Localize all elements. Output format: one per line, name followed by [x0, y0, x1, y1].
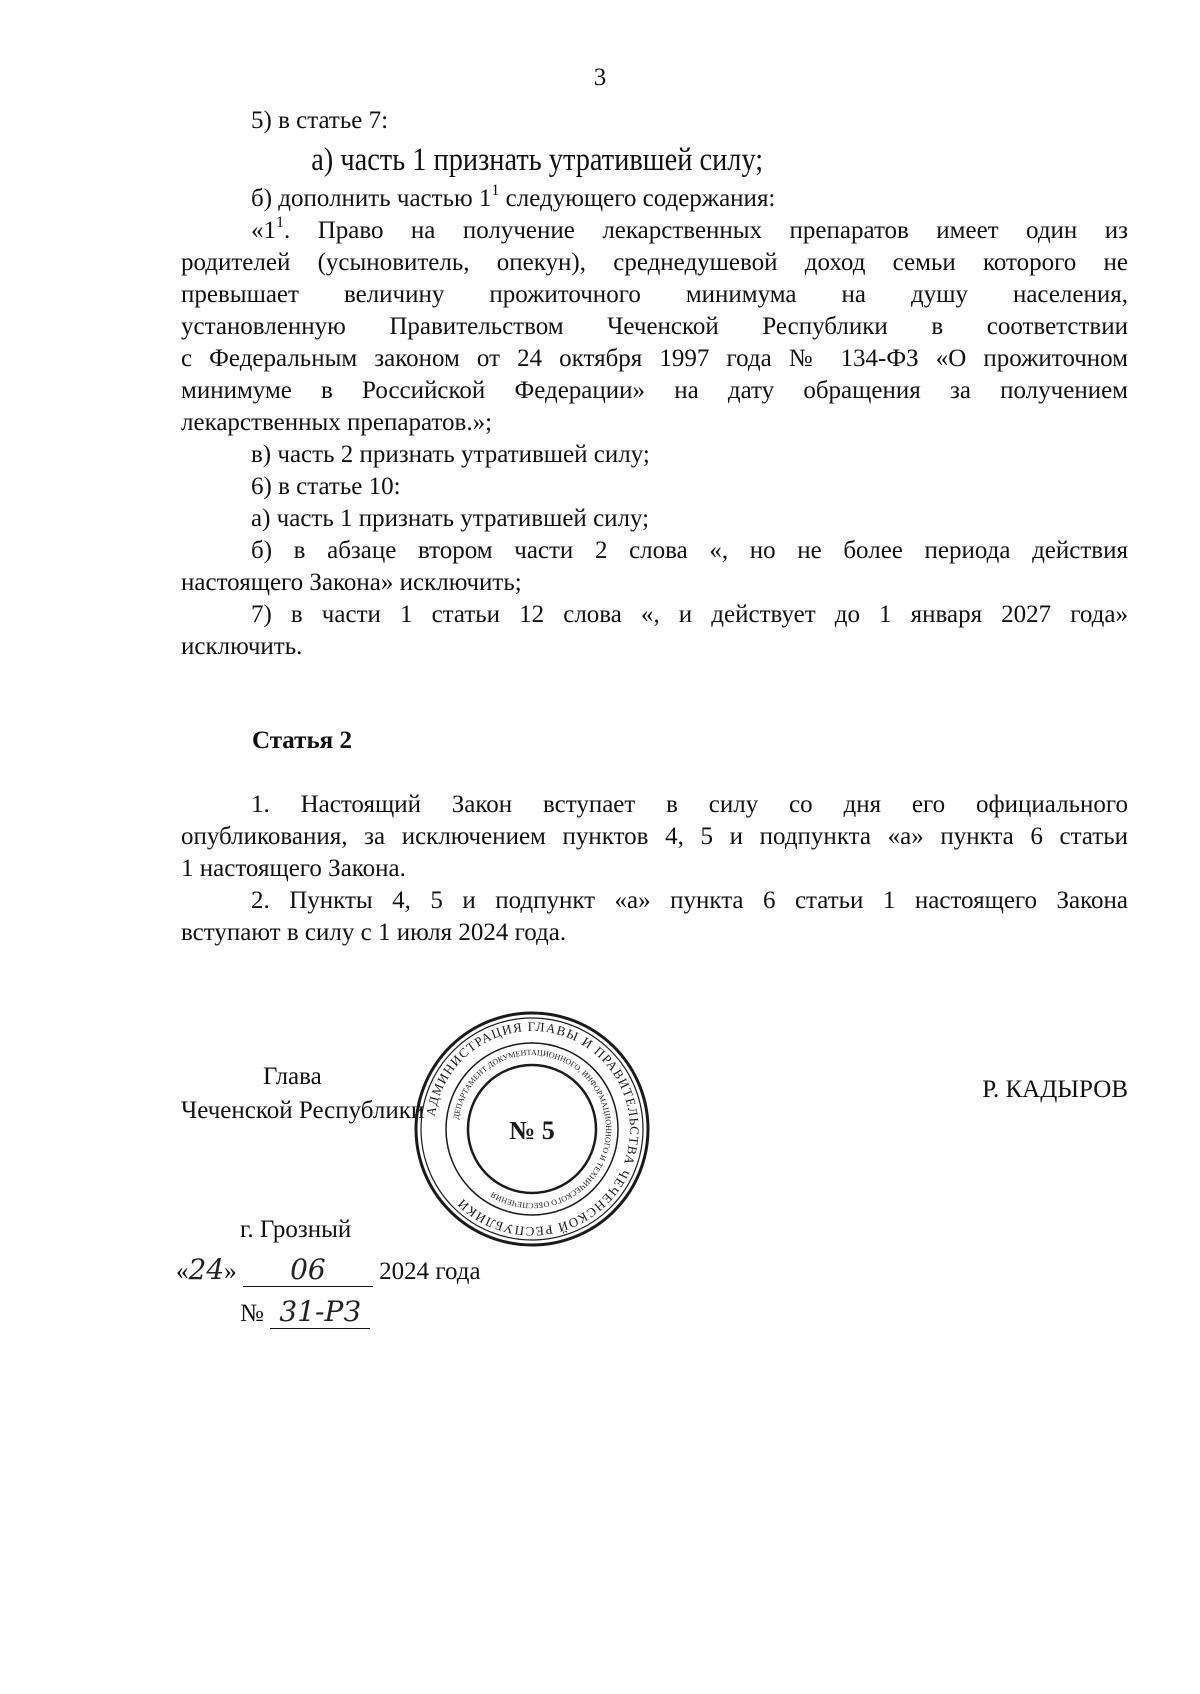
item5-b-sup: 1	[491, 181, 500, 199]
date-open-quote: «	[176, 1258, 189, 1285]
item7-line-2: исключить.	[181, 633, 303, 660]
article2-p2-line-2: вступают в силу с 1 июля 2024 года.	[181, 919, 567, 946]
signatory-title-line-2: Чеченской Республики	[181, 1097, 425, 1124]
seal-outer-text: АДМИНИСТРАЦИЯ ГЛАВЫ И ПРАВИТЕЛЬСТВА ЧЕЧЕНСКОЙ РЕСПУБЛИКИ	[422, 1018, 643, 1240]
article2-heading: Статья 2	[252, 727, 352, 754]
item5-b-pre: б) дополнить частью 1	[251, 185, 492, 212]
date-year: 2024 года	[379, 1258, 481, 1285]
article2-p2-line-1: 2. Пункты 4, 5 и подпункт «а» пункта 6 статьи 1 настоящего Закона	[251, 887, 1128, 914]
quote-line-2: родителей (усыновитель, опекун), среднедушевой доход семьи которого не	[181, 249, 1128, 276]
item6-b-line-2: настоящего Закона» исключить;	[181, 569, 522, 596]
law-number: 31-РЗ	[270, 1295, 370, 1329]
signatory-title	[181, 1060, 424, 1128]
article2-p1-line-1: 1. Настоящий Закон вступает в силу со дня его официального	[251, 791, 1128, 818]
item5-intro: 5) в статье 7:	[251, 107, 389, 134]
item5-b-post: следующего содержания:	[499, 185, 776, 212]
signatory-name: Р. КАДЫРОВ	[982, 1076, 1128, 1103]
quote-line-1-text: . Право на получение лекарственных препаратов имеет один из	[284, 217, 1128, 244]
seal-number: № 5	[509, 1116, 555, 1145]
item6-b-line-1: б) в абзаце втором части 2 слова «, но не более периода действия	[251, 537, 1128, 564]
quote-line-1	[181, 215, 1128, 247]
item5-a	[181, 137, 1128, 183]
item6-a: а) часть 1 признать утратившей силу;	[251, 505, 650, 532]
article2-p1-line-3: 1 настоящего Закона.	[181, 855, 406, 882]
date-line	[176, 1253, 481, 1287]
quote-line-7: лекарственных препаратов.»;	[181, 409, 493, 436]
date-close-quote: »	[224, 1258, 243, 1285]
quote-open: «1	[251, 217, 276, 244]
city: г. Грозный	[240, 1216, 352, 1243]
page-number: 3	[593, 64, 607, 91]
item5-v: в) часть 2 признать утратившей силу;	[251, 441, 650, 468]
quote-line-6: минимуме в Российской Федерации» на дату обращения за получением	[181, 377, 1128, 404]
item5-b	[181, 183, 1128, 215]
quote-sup: 1	[276, 213, 284, 231]
quote-line-5: с Федеральным законом от 24 октября 1997 года № 134-ФЗ «О прожиточном	[181, 345, 1128, 372]
item7-line-1: 7) в части 1 статьи 12 слова «, и действует до 1 января 2027 года»	[251, 601, 1128, 628]
quote-line-3: превышает величину прожиточного минимума на душу населения,	[181, 281, 1128, 308]
date-month: 06	[243, 1253, 373, 1287]
law-number-prefix: №	[240, 1300, 264, 1327]
official-seal	[412, 1009, 652, 1249]
item5-a-text: а) часть 1 признать утратившей силу;	[311, 142, 764, 178]
quote-line-4: установленную Правительством Чеченской Республики в соответствии	[181, 313, 1128, 340]
seal-graphic	[412, 1009, 652, 1249]
date-day: 24	[188, 1253, 225, 1286]
article1-items	[181, 105, 1128, 663]
signatory-title-line-1: Глава	[263, 1063, 322, 1090]
law-number-line	[240, 1295, 370, 1329]
seal-inner-text: ДЕПАРТАМЕНТ ДОКУМЕНТАЦИОННОГО, ИНФОРМАЦИОННОГО И ТЕХНИЧЕСКОГО ОБЕСПЕЧЕНИЯ	[451, 1047, 614, 1211]
item6-intro: 6) в статье 10:	[251, 473, 401, 500]
article2-body	[181, 789, 1128, 949]
article2-p1-line-2: опубликования, за исключением пунктов 4, 5 и подпункта «а» пункта 6 статьи	[181, 823, 1128, 850]
